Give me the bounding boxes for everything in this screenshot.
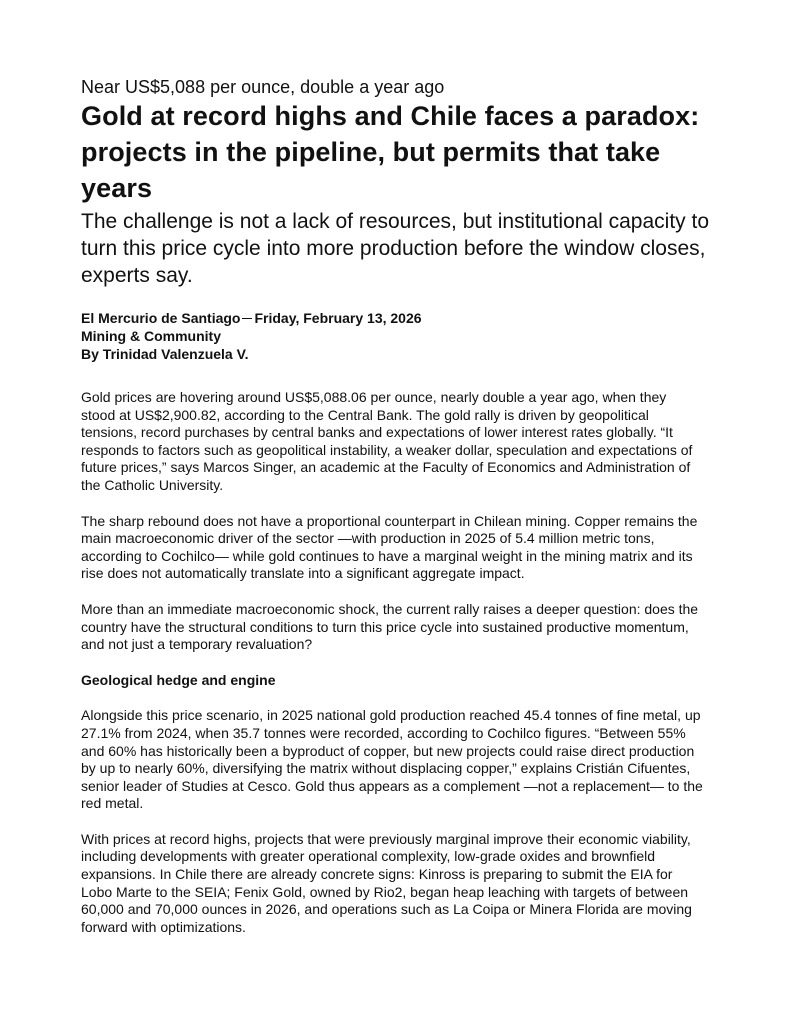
dash-separator <box>242 318 252 319</box>
body-paragraph-4: Alongside this price scenario, in 2025 national gold production reached 45.4 tonnes of fine metal, up 27.1% from 2024, when 35.7 tonnes were recorded, according to Cochilco figures. “Between 55% and 60% has historically been a byproduct of copper, but new projects could raise direct production by up to nearly 60%, diversifying the matrix without displacing copper,” explains Cristián Cifuentes, senior leader of Studies at Cesco. Gold thus appears as a complement —not a replacement— to the red metal. <box>81 707 703 812</box>
body-paragraph-5: With prices at record highs, projects that were previously marginal improve their economic viability, including developments with greater operational complexity, low-grade oxides and brownfield expansions. In Chile there are already concrete signs: Kinross is preparing to submit the EIA for Lobo Marte to the SEIA; Fenix Gold, owned by Rio2, began heap leaching with targets of between 60,000 and 70,000 ounces in 2026, and operations such as La Coipa or Minera Florida are moving forward with optimizations. <box>81 830 692 935</box>
article-meta <box>81 309 721 363</box>
article-headline: Gold at record highs and Chile faces a paradox: projects in the pipeline, but permits that take years <box>81 101 700 203</box>
article-date: Friday, February 13, 2026 <box>254 310 422 326</box>
body-paragraph-3: More than an immediate macroeconomic shock, the current rally raises a deeper question: does the country have the structural conditions to turn this price cycle into sustained productive momentum, and not just a temporary revaluation? <box>81 600 699 653</box>
article-body <box>81 389 721 936</box>
source-line <box>81 309 721 327</box>
section-subheading: Geological hedge and engine <box>81 671 276 688</box>
body-paragraph-2: The sharp rebound does not have a proportional counterpart in Chilean mining. Copper remains the main macroeconomic driver of the sector —with production in 2025 of 5.4 million metric tons, according to Cochilco— while gold continues to have a marginal weight in the mining matrix and its rise does not automatically translate into a significant aggregate impact. <box>81 512 698 582</box>
article-kicker: Near US$5,088 per ounce, double a year ago <box>81 77 445 97</box>
article-source: El Mercurio de Santiago <box>81 310 241 326</box>
article-dek: The challenge is not a lack of resources, but institutional capacity to turn this price cycle into more production before the window closes, experts say. <box>81 210 710 287</box>
article-section: Mining & Community <box>81 328 221 344</box>
article-byline: By Trinidad Valenzuela V. <box>81 346 249 362</box>
article-page <box>81 76 721 954</box>
body-paragraph-1: Gold prices are hovering around US$5,088.06 per ounce, nearly double a year ago, when they stood at US$2,900.82, according to the Central Bank. The gold rally is driven by geopolitical tensions, record purchases by central banks and expectations of lower interest rates globally. “It responds to factors such as geopolitical instability, a weaker dollar, speculation and expectations of future prices,” says Marcos Singer, an academic at the Faculty of Economics and Administration of the Catholic University. <box>81 389 693 493</box>
